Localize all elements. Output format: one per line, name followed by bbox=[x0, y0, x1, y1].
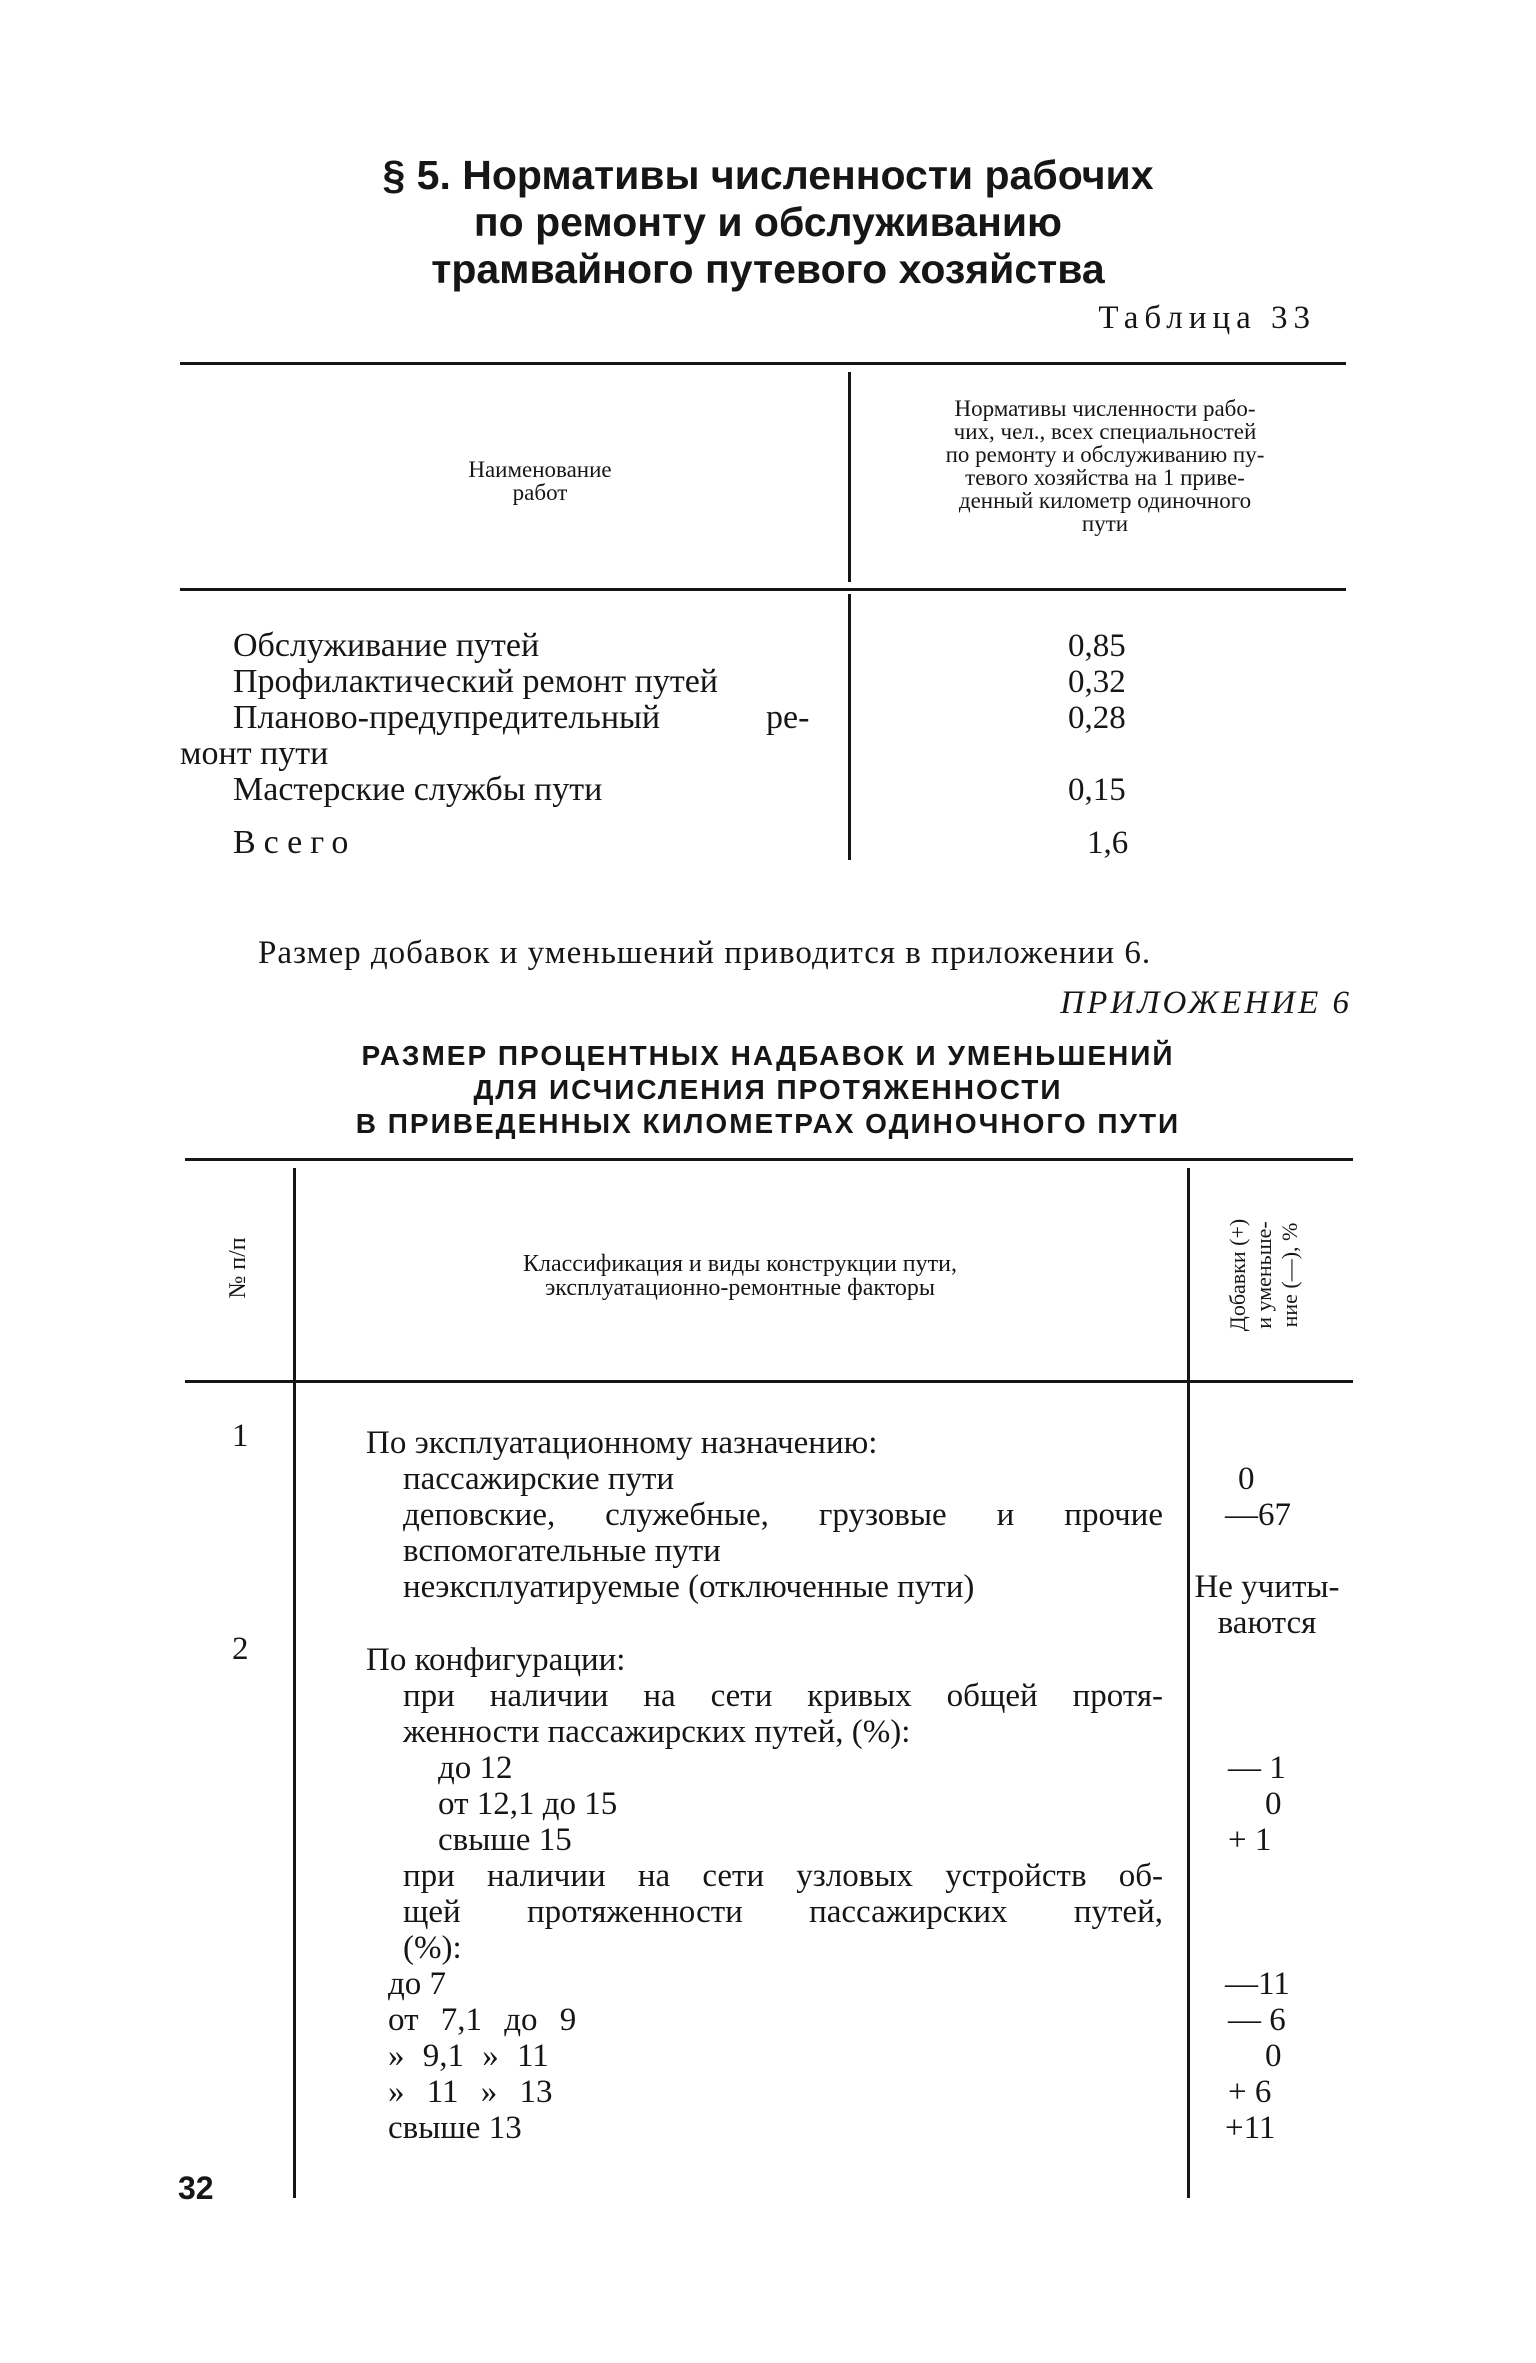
appendix-item-value: + 1 bbox=[1228, 1822, 1272, 1858]
appendix-label: ПРИЛОЖЕНИЕ 6 bbox=[1060, 985, 1352, 1021]
appendix-table-top-rule bbox=[185, 1158, 1353, 1161]
table-33-header-col2: Нормативы численности рабо- чих, чел., всех специальностей по ремонту и обслуживанию пу- тевого хозяйства на 1 приве- денный километр одиночного пути bbox=[945, 396, 1265, 536]
table-33-row-value: 0,85 bbox=[1068, 628, 1126, 664]
appendix-item-value: + 6 bbox=[1228, 2074, 1272, 2110]
appendix-item-text: от 12,1 до 15 bbox=[438, 1786, 618, 1822]
appendix-group-heading: По конфигурации: bbox=[366, 1642, 626, 1678]
table-33-row-name-hyphen: ре- bbox=[766, 699, 810, 736]
appendix-item-text: пассажирские пути bbox=[403, 1461, 675, 1497]
appendix-item-value: 0 bbox=[1265, 2038, 1282, 2074]
appendix-note: Размер добавок и уменьшений приводится в приложении 6. bbox=[258, 935, 1152, 971]
appendix-item-value: — 1 bbox=[1228, 1750, 1286, 1786]
section-title-line-1: § 5. Нормативы численности рабочих bbox=[382, 152, 1154, 198]
appendix-item-value: +11 bbox=[1225, 2110, 1276, 2146]
appendix-item-text: при наличии на сети узловых устройств об- bbox=[403, 1858, 1163, 1894]
appendix-header-adjustment: Добавки (+) и уменьше- ние (—), % bbox=[1225, 1218, 1302, 1332]
table-33-column-divider-body bbox=[848, 594, 851, 860]
table-33-header-col1: Наименование работ bbox=[468, 457, 612, 505]
page-number: 32 bbox=[178, 2170, 214, 2206]
appendix-item-text: » 11 » 13 bbox=[388, 2074, 553, 2110]
appendix-item-text: неэксплуатируемые (отключенные пути) bbox=[403, 1569, 975, 1605]
appendix-title-line-1: РАЗМЕР ПРОЦЕНТНЫХ НАДБАВОК И УМЕНЬШЕНИЙ bbox=[361, 1040, 1175, 1071]
appendix-item-text: от 7,1 до 9 bbox=[388, 2002, 577, 2038]
table-33-top-rule bbox=[180, 362, 1346, 365]
appendix-item-text: вспомогательные пути bbox=[403, 1533, 721, 1569]
appendix-title-line-3: В ПРИВЕДЕННЫХ КИЛОМЕТРАХ ОДИНОЧНОГО ПУТИ bbox=[355, 1108, 1181, 1139]
appendix-item-value: —11 bbox=[1225, 1966, 1290, 2002]
appendix-item-text: деповские, служебные, грузовые и прочие bbox=[403, 1497, 1163, 1533]
appendix-item-text: до 12 bbox=[438, 1750, 513, 1786]
table-33-row-value: 0,32 bbox=[1068, 664, 1126, 700]
appendix-item-value: 0 bbox=[1265, 1786, 1282, 1822]
appendix-table-header-rule bbox=[185, 1380, 1353, 1383]
table-33-row-value: 0,15 bbox=[1068, 772, 1126, 808]
table-33-row-value: 0,28 bbox=[1068, 700, 1126, 736]
table-33-row-name-total: Всего bbox=[233, 824, 357, 861]
appendix-item-text: » 9,1 » 11 bbox=[388, 2038, 549, 2074]
appendix-header-classification: Классификация и виды конструкции пути, эксплуатационно-ремонтные факторы bbox=[523, 1251, 957, 1301]
appendix-item-text: при наличии на сети кривых общей протя- bbox=[403, 1678, 1163, 1714]
section-title-line-3: трамвайного путевого хозяйства bbox=[431, 246, 1105, 292]
table-33-column-divider bbox=[848, 372, 851, 582]
appendix-item-value: Не учиты- ваются bbox=[1194, 1569, 1340, 1641]
appendix-item-value: — 6 bbox=[1228, 2002, 1286, 2038]
table-33-row-name: Мастерские службы пути bbox=[233, 771, 603, 808]
table-33-row-name: монт пути bbox=[180, 735, 329, 772]
section-title-line-2: по ремонту и обслуживанию bbox=[473, 199, 1063, 245]
table-33-row-name: Обслуживание путей bbox=[233, 627, 540, 664]
appendix-group-heading: По эксплуатационному назначению: bbox=[366, 1425, 878, 1461]
appendix-item-text: свыше 15 bbox=[438, 1822, 572, 1858]
appendix-header-number: № п/п bbox=[225, 1237, 251, 1299]
appendix-item-value: 0 bbox=[1238, 1461, 1255, 1497]
appendix-item-text: свыше 13 bbox=[388, 2110, 522, 2146]
appendix-row-number: 2 bbox=[232, 1631, 249, 1667]
appendix-item-text: женности пассажирских путей, (%): bbox=[403, 1714, 911, 1750]
appendix-title-line-2: ДЛЯ ИСЧИСЛЕНИЯ ПРОТЯЖЕННОСТИ bbox=[473, 1074, 1063, 1105]
table-33-header-rule bbox=[180, 588, 1346, 591]
appendix-item-text: (%): bbox=[403, 1930, 462, 1966]
table-33-row-name: Профилактический ремонт путей bbox=[233, 663, 718, 700]
appendix-table-col-divider-1 bbox=[293, 1168, 296, 2198]
appendix-row-number: 1 bbox=[232, 1418, 249, 1454]
table-33-label: Таблица 33 bbox=[1098, 300, 1316, 336]
appendix-table-col-divider-2 bbox=[1187, 1168, 1190, 2198]
table-33-row-value-total: 1,6 bbox=[1087, 825, 1129, 861]
appendix-item-value: —67 bbox=[1225, 1497, 1291, 1533]
appendix-item-text: щей протяженности пассажирских путей, bbox=[403, 1894, 1163, 1930]
table-33-row-name: Планово-предупредительный bbox=[233, 699, 661, 736]
appendix-item-text: до 7 bbox=[388, 1966, 447, 2002]
